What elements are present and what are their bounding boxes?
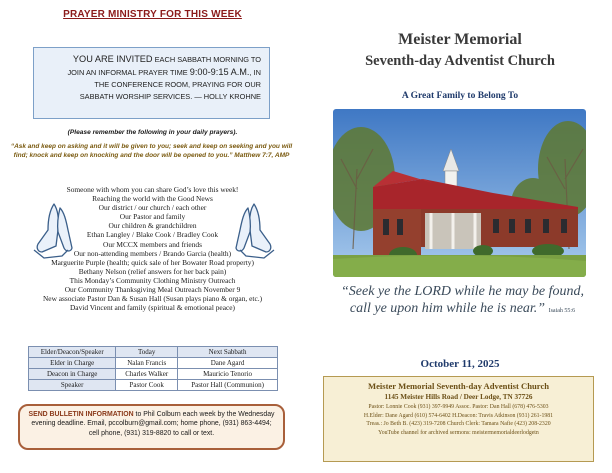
church-name — [330, 29, 590, 71]
prayer-list-item: New associate Pastor Dan & Susan Hall (Susan plays piano & organ, etc.) — [42, 294, 263, 304]
remember-note: (Please remember the following in your daily prayers). — [67, 129, 238, 136]
table-header-cell: Next Sabbath — [178, 347, 278, 358]
bulletin-text: to Phil Colburn each week by the Wednesday evening deadline. Email, pccolburn@gmail.com; home phone, (931) 863-4494; cell phone, (931) 319-8820 to call or text. — [31, 411, 275, 437]
church-building-image — [333, 109, 586, 277]
church-info-box — [323, 376, 594, 462]
prayer-list-item: Reaching the world with the Good News — [92, 194, 213, 204]
table-row — [29, 369, 278, 380]
prayer-list-item: This Monday’s Community Clothing Ministry Outreach — [69, 275, 236, 285]
verse-reference: Isaiah 55:6 — [548, 308, 576, 314]
table-cell: Speaker — [29, 380, 116, 391]
table-cell: Dane Agard — [178, 358, 278, 369]
church-name-line-1: Meister Memorial — [398, 31, 522, 48]
invite-line-4: SABBATH WORSHIP SERVICES. — HOLLY KROHNE — [79, 92, 261, 101]
info-line: H.Elder: Dane Agard (610) 574-6402 H.Deacon: Travis Atkinson (931) 261-1981 — [363, 412, 554, 419]
invite-line-1: YOU ARE INVITED EACH SABBATH MORNING TO — [72, 54, 261, 64]
table-row — [29, 358, 278, 369]
invite-line-2: JOIN AN INFORMAL PRAYER TIME 9:00-9:15 A.M., IN — [67, 67, 261, 77]
table-row — [29, 380, 278, 391]
prayer-ministry-title: PRAYER MINISTRY FOR THIS WEEK — [63, 9, 242, 20]
table-header-row — [29, 347, 278, 358]
info-title: Meister Memorial Seventh-day Adventist Church — [367, 381, 550, 391]
verse-text: “Seek ye the LORD while he may be found, call ye upon him while he is near.” — [341, 284, 584, 316]
bulletin-date: October 11, 2025 — [420, 358, 500, 370]
table-cell: Charles Walker — [116, 369, 178, 380]
invite-line-3: THE CONFERENCE ROOM, PRAYING FOR OUR — [94, 80, 261, 89]
church-photo — [333, 109, 586, 277]
table-cell: Deacon in Charge — [29, 369, 116, 380]
prayer-list-item: Our district / our church / each other — [98, 203, 207, 213]
table-cell: Pastor Hall (Communion) — [178, 380, 278, 391]
prayer-list-item: Our non-attending members / Brando Garcia (health) — [73, 248, 232, 258]
prayer-list-item: David Vincent and family (spiritual & emotional peace) — [69, 303, 236, 313]
table-cell: Elder in Charge — [29, 358, 116, 369]
table-cell: Nalan Francis — [116, 358, 178, 369]
invitation-box — [33, 47, 270, 119]
prayer-list-item: Our Community Thanksgiving Meal Outreach November 9 — [64, 285, 241, 295]
scripture-verse — [340, 283, 585, 320]
church-name-line-2: Seventh-day Adventist Church — [365, 53, 555, 69]
info-line: Pastor: Lonnie Cook (931) 397-9949 Assoc. Pastor: Dan Hall (678) 476-5303 — [368, 404, 549, 410]
tagline: A Great Family to Belong To — [401, 91, 519, 101]
info-address: 1145 Meister Hills Road / Deer Lodge, TN 37726 — [384, 393, 533, 401]
prayer-list — [15, 185, 290, 312]
prayer-panel — [0, 0, 300, 473]
prayer-list-item: Our children & grandchildren — [108, 221, 197, 231]
table-header-cell: Elder/Deacon/Speaker — [29, 347, 116, 358]
prayer-list-item: Someone with whom you can share God’s love this week! — [66, 185, 239, 194]
bulletin-heading: SEND BULLETIN INFORMATION — [28, 411, 134, 418]
prayer-list-item: Ethan Langley / Blake Cook / Bradley Cook — [86, 230, 219, 240]
prayer-list-item: Our Pastor and family — [119, 212, 186, 222]
scripture-quote: “Ask and keep on asking and it will be given to you; seek and keep on seeking and you will find; knock and keep on knocking and the door will be opened to you.” Matthew 7:7, AMP — [10, 143, 293, 160]
service-schedule-table — [28, 346, 278, 391]
bulletin-info-box — [18, 404, 285, 450]
table-cell: Mauricio Tenorio — [178, 369, 278, 380]
info-line: YouTube channel for archived sermons: meistermemorialdeerlodgetn — [378, 429, 539, 436]
table-cell: Pastor Cook — [116, 380, 178, 391]
prayer-list-item: Bethany Nelson (relief answers for her back pain) — [78, 266, 227, 276]
table-header-cell: Today — [116, 347, 178, 358]
info-line: Treas.: Jo Beth B. (423) 319-7208 Church Clerk: Tamara Nafie (423) 208-2320 — [366, 421, 551, 428]
prayer-list-item: Marguerite Purple (health; quick sale of her Bowater Road property) — [51, 257, 254, 267]
prayer-list-item: Our MCCX members and friends — [103, 239, 202, 249]
